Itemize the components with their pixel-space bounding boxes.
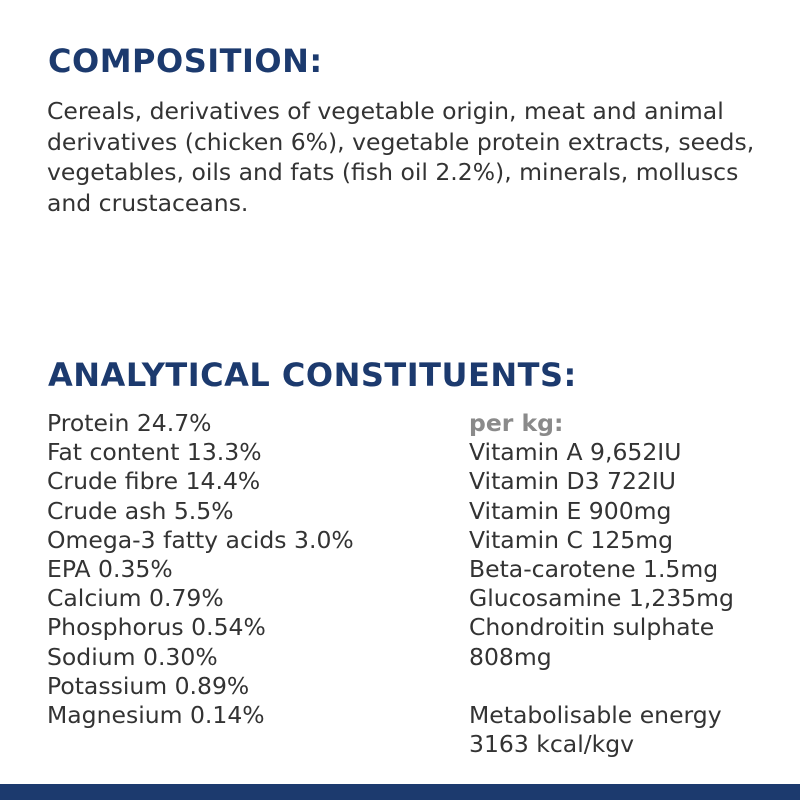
constituent-item: EPA 0.35%: [47, 555, 173, 584]
constituent-item: Crude fibre 14.4%: [47, 467, 261, 496]
energy-label: Metabolisable energy: [469, 701, 722, 730]
constituent-item: Fat content 13.3%: [47, 438, 262, 467]
bottom-bar: [0, 784, 800, 800]
constituent-item: Crude ash 5.5%: [47, 496, 234, 525]
analytical-constituents-heading: ANALYTICAL CONSTITUENTS:: [48, 356, 577, 394]
supplement-item: Beta-carotene 1.5mg: [469, 555, 719, 584]
constituent-item: Phosphorus 0.54%: [47, 613, 266, 642]
constituent-item: Calcium 0.79%: [47, 584, 224, 613]
vitamin-item: Vitamin C 125mg: [469, 525, 674, 554]
vitamin-item: Vitamin A 9,652IU: [469, 438, 682, 467]
constituents-list: [47, 409, 447, 730]
constituent-item: Potassium 0.89%: [47, 671, 250, 700]
constituent-item: Magnesium 0.14%: [47, 701, 265, 730]
per-kg-list: [469, 409, 799, 759]
vitamin-item: Vitamin D3 722IU: [469, 467, 676, 496]
supplement-item: Chondroitin sulphate: [469, 613, 715, 642]
constituent-item: Sodium 0.30%: [47, 642, 218, 671]
per-kg-heading: per kg:: [469, 409, 564, 437]
list-spacer: [469, 672, 799, 701]
composition-heading: COMPOSITION:: [48, 42, 323, 80]
supplement-item: 808mg: [469, 642, 552, 671]
constituent-item: Omega-3 fatty acids 3.0%: [47, 525, 354, 554]
composition-text: Cereals, derivatives of vegetable origin, meat and animal derivatives (chicken 6%), vegetable protein extracts, seeds, vegetables, oils and fats (fish oil 2.2%), minerals, molluscs and crustaceans.: [47, 97, 755, 217]
constituent-item: Protein 24.7%: [47, 409, 212, 437]
energy-value: 3163 kcal/kgv: [469, 730, 635, 759]
supplement-item: Glucosamine 1,235mg: [469, 584, 734, 613]
vitamin-item: Vitamin E 900mg: [469, 496, 672, 525]
